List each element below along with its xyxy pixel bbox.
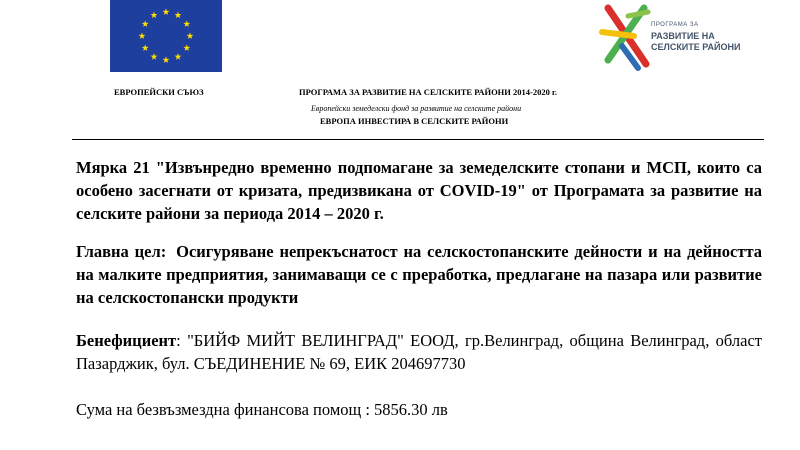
logo-stroke-lightgreen [628,12,648,16]
program-logo-small: ПРОГРАМА ЗА [651,22,699,28]
program-logo-line1: РАЗВИТИЕ НА [651,31,715,41]
program-logo-line2: СЕЛСКИТЕ РАЙОНИ [651,42,741,52]
eu-flag-icon [110,0,222,72]
measure-paragraph: Мярка 21 "Извънредно временно подпомагане за земеделските стопани и МСП, които са особено засегнати от кризата, предизвикана от COVID-19" от Програмата за развитие на селските райони за периода 2014 – 2020 г. [76,158,762,223]
amount-paragraph: Сума на безвъзмездна финансова помощ : 5856.30 лв [76,400,448,419]
goal-text: Осигуряване непрекъснатост на селскостопанските дейности и на дейността на малките предприятия, занимаващи се с преработка, предлагане на пазара или развитие на селскостопански продукти [76,242,763,307]
beneficiary-text: : "БИЙФ МИЙТ ВЕЛИНГРАД" ЕООД, гр.Велинград, община Велинград, област Пазарджик, бул. СЪЕДИНЕНИЕ № 69, ЕИК 204697730 [76,331,762,373]
goal-label: Главна цел: [76,242,167,261]
beneficiary-paragraph [76,329,762,375]
fund-line: Европейски земеделски фонд за развитие на селските райони [311,104,522,113]
beneficiary-label: Бенефициент [76,331,177,350]
program-logo-text [651,20,740,53]
invest-line: ЕВРОПА ИНВЕСТИРА В СЕЛСКИТЕ РАЙОНИ [320,116,509,126]
logo-stroke-yellow [602,32,634,36]
program-label: ПРОГРАМА ЗА РАЗВИТИЕ НА СЕЛСКИТЕ РАЙОНИ 2014-2020 г. [299,87,558,97]
eu-label: ЕВРОПЕЙСКИ СЪЮЗ [114,87,204,97]
goal-paragraph [76,240,762,309]
header-divider [72,139,764,140]
